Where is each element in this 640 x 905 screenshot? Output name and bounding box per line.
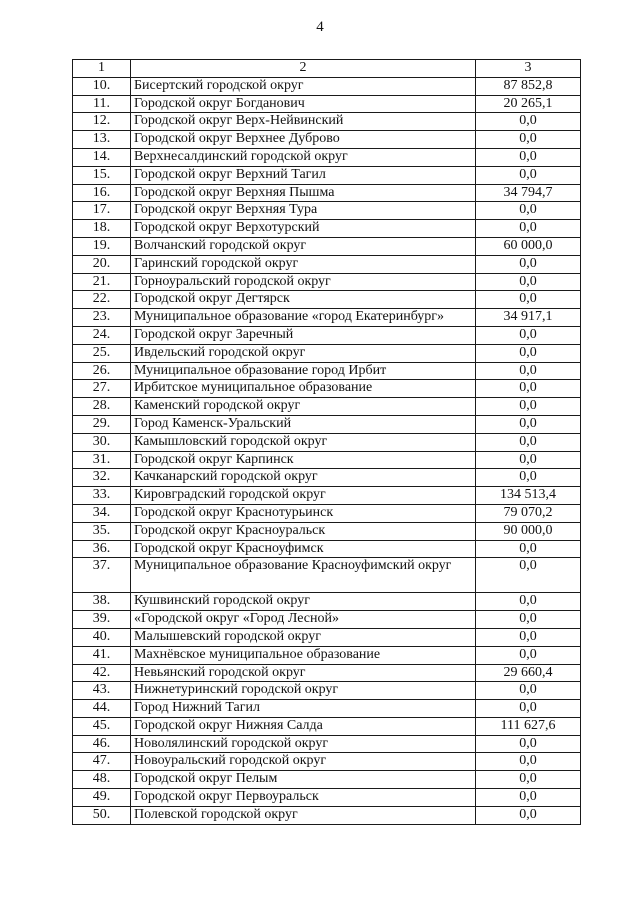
municipality-name-cell: Муниципальное образование город Ирбит <box>131 362 476 380</box>
municipality-name-cell: Качканарский городской округ <box>131 469 476 487</box>
row-number-cell: 34. <box>73 504 131 522</box>
municipality-name-cell: Горноуральский городской округ <box>131 273 476 291</box>
municipal-table <box>72 59 581 825</box>
amount-value-cell: 0,0 <box>476 273 581 291</box>
table-row <box>73 451 581 469</box>
row-number-cell: 48. <box>73 771 131 789</box>
row-number-cell: 46. <box>73 735 131 753</box>
table-row <box>73 433 581 451</box>
municipality-name-cell: Ивдельский городской округ <box>131 344 476 362</box>
table-row <box>73 237 581 255</box>
table-body <box>73 60 581 825</box>
amount-value-cell: 0,0 <box>476 415 581 433</box>
table-row <box>73 664 581 682</box>
row-number-cell: 33. <box>73 487 131 505</box>
municipality-name-cell: Нижнетуринский городской округ <box>131 682 476 700</box>
table-row <box>73 522 581 540</box>
row-number-cell: 12. <box>73 113 131 131</box>
table-header-row <box>73 60 581 78</box>
municipality-name-cell: Городской округ Верхний Тагил <box>131 166 476 184</box>
table-row <box>73 344 581 362</box>
row-number-cell: 17. <box>73 202 131 220</box>
table-row <box>73 753 581 771</box>
amount-value-cell: 0,0 <box>476 202 581 220</box>
table-row <box>73 255 581 273</box>
municipality-name-cell: Город Нижний Тагил <box>131 700 476 718</box>
amount-value-cell: 0,0 <box>476 166 581 184</box>
amount-value-cell: 111 627,6 <box>476 717 581 735</box>
table-row <box>73 735 581 753</box>
amount-value-cell: 0,0 <box>476 113 581 131</box>
row-number-cell: 39. <box>73 611 131 629</box>
amount-value-cell: 0,0 <box>476 291 581 309</box>
table-row <box>73 806 581 824</box>
municipality-name-cell: Новолялинский городской округ <box>131 735 476 753</box>
amount-value-cell: 34 917,1 <box>476 309 581 327</box>
municipality-name-cell: Городской округ Верхняя Пышма <box>131 184 476 202</box>
amount-value-cell: 0,0 <box>476 255 581 273</box>
row-number-cell: 37. <box>73 558 131 593</box>
table-row <box>73 148 581 166</box>
municipality-name-cell: Городской округ Верх-Нейвинский <box>131 113 476 131</box>
row-number-cell: 22. <box>73 291 131 309</box>
municipality-name-cell: Городской округ Верхнее Дуброво <box>131 131 476 149</box>
municipality-name-cell: Городской округ Дегтярск <box>131 291 476 309</box>
row-number-cell: 16. <box>73 184 131 202</box>
amount-value-cell: 0,0 <box>476 558 581 593</box>
municipality-name-cell: Невьянский городской округ <box>131 664 476 682</box>
row-number-cell: 31. <box>73 451 131 469</box>
municipality-name-cell: Городской округ Нижняя Салда <box>131 717 476 735</box>
municipality-name-cell: Городской округ Верхотурский <box>131 220 476 238</box>
table-row <box>73 646 581 664</box>
municipality-name-cell: Гаринский городской округ <box>131 255 476 273</box>
table-row <box>73 540 581 558</box>
municipality-name-cell: Городской округ Верхняя Тура <box>131 202 476 220</box>
table-row <box>73 220 581 238</box>
row-number-cell: 21. <box>73 273 131 291</box>
table-row <box>73 771 581 789</box>
amount-value-cell: 87 852,8 <box>476 77 581 95</box>
row-number-cell: 26. <box>73 362 131 380</box>
row-number-cell: 30. <box>73 433 131 451</box>
table-row <box>73 487 581 505</box>
table-row <box>73 380 581 398</box>
page-number: 4 <box>316 19 324 35</box>
table-row <box>73 184 581 202</box>
amount-value-cell: 0,0 <box>476 753 581 771</box>
row-number-cell: 45. <box>73 717 131 735</box>
row-number-cell: 28. <box>73 398 131 416</box>
table-row <box>73 682 581 700</box>
amount-value-cell: 0,0 <box>476 611 581 629</box>
municipality-name-cell: Городской округ Заречный <box>131 326 476 344</box>
row-number-cell: 29. <box>73 415 131 433</box>
amount-value-cell: 0,0 <box>476 771 581 789</box>
row-number-cell: 42. <box>73 664 131 682</box>
table-row <box>73 326 581 344</box>
table-row <box>73 611 581 629</box>
table-row <box>73 469 581 487</box>
row-number-cell: 36. <box>73 540 131 558</box>
row-number-cell: 10. <box>73 77 131 95</box>
table-row <box>73 95 581 113</box>
row-number-cell: 18. <box>73 220 131 238</box>
amount-value-cell: 0,0 <box>476 131 581 149</box>
municipality-name-cell: «Городской округ «Город Лесной» <box>131 611 476 629</box>
municipality-name-cell: Городской округ Первоуральск <box>131 789 476 807</box>
amount-value-cell: 20 265,1 <box>476 95 581 113</box>
table-row <box>73 593 581 611</box>
municipality-name-cell: Городской округ Красноуфимск <box>131 540 476 558</box>
amount-value-cell: 0,0 <box>476 789 581 807</box>
table-row <box>73 309 581 327</box>
row-number-cell: 49. <box>73 789 131 807</box>
amount-value-cell: 0,0 <box>476 344 581 362</box>
municipality-name-cell: Муниципальное образование Красноуфимский округ <box>131 558 476 593</box>
table-row <box>73 789 581 807</box>
row-number-cell: 35. <box>73 522 131 540</box>
row-number-cell: 40. <box>73 628 131 646</box>
amount-value-cell: 0,0 <box>476 682 581 700</box>
municipality-name-cell: Кировградский городской округ <box>131 487 476 505</box>
row-number-cell: 43. <box>73 682 131 700</box>
municipality-name-cell: Верхнесалдинский городской округ <box>131 148 476 166</box>
municipality-name-cell: Городской округ Пелым <box>131 771 476 789</box>
row-number-cell: 44. <box>73 700 131 718</box>
table-row <box>73 628 581 646</box>
row-number-cell: 20. <box>73 255 131 273</box>
municipality-name-cell: Кушвинский городской округ <box>131 593 476 611</box>
amount-value-cell: 60 000,0 <box>476 237 581 255</box>
table-row <box>73 273 581 291</box>
row-number-cell: 24. <box>73 326 131 344</box>
row-number-cell: 15. <box>73 166 131 184</box>
row-number-cell: 14. <box>73 148 131 166</box>
municipality-name-cell: Каменский городской округ <box>131 398 476 416</box>
amount-value-cell: 0,0 <box>476 806 581 824</box>
municipality-name-cell: Малышевский городской округ <box>131 628 476 646</box>
table-row <box>73 113 581 131</box>
table-row <box>73 415 581 433</box>
amount-value-cell: 0,0 <box>476 326 581 344</box>
municipality-name-cell: Новоуральский городской округ <box>131 753 476 771</box>
table-row <box>73 202 581 220</box>
row-number-cell: 25. <box>73 344 131 362</box>
row-number-cell: 32. <box>73 469 131 487</box>
table-row <box>73 717 581 735</box>
amount-value-cell: 0,0 <box>476 540 581 558</box>
header-cell-value: 3 <box>476 60 581 78</box>
amount-value-cell: 0,0 <box>476 398 581 416</box>
header-cell-number: 1 <box>73 60 131 78</box>
amount-value-cell: 0,0 <box>476 362 581 380</box>
amount-value-cell: 0,0 <box>476 380 581 398</box>
amount-value-cell: 0,0 <box>476 148 581 166</box>
municipality-name-cell: Городской округ Красноуральск <box>131 522 476 540</box>
table-row <box>73 131 581 149</box>
amount-value-cell: 34 794,7 <box>476 184 581 202</box>
row-number-cell: 41. <box>73 646 131 664</box>
amount-value-cell: 0,0 <box>476 735 581 753</box>
municipality-name-cell: Муниципальное образование «город Екатеринбург» <box>131 309 476 327</box>
municipality-name-cell: Городской округ Краснотурьинск <box>131 504 476 522</box>
table-row <box>73 504 581 522</box>
amount-value-cell: 0,0 <box>476 628 581 646</box>
amount-value-cell: 0,0 <box>476 700 581 718</box>
row-number-cell: 19. <box>73 237 131 255</box>
amount-value-cell: 79 070,2 <box>476 504 581 522</box>
header-cell-name: 2 <box>131 60 476 78</box>
table-row <box>73 166 581 184</box>
amount-value-cell: 29 660,4 <box>476 664 581 682</box>
amount-value-cell: 134 513,4 <box>476 487 581 505</box>
row-number-cell: 11. <box>73 95 131 113</box>
amount-value-cell: 0,0 <box>476 469 581 487</box>
municipality-name-cell: Бисертский городской округ <box>131 77 476 95</box>
municipality-name-cell: Волчанский городской округ <box>131 237 476 255</box>
amount-value-cell: 0,0 <box>476 433 581 451</box>
municipality-name-cell: Махнёвское муниципальное образование <box>131 646 476 664</box>
municipality-name-cell: Камышловский городской округ <box>131 433 476 451</box>
amount-value-cell: 0,0 <box>476 646 581 664</box>
municipality-name-cell: Ирбитское муниципальное образование <box>131 380 476 398</box>
table-row <box>73 362 581 380</box>
table-row <box>73 291 581 309</box>
table-row <box>73 558 581 593</box>
amount-value-cell: 0,0 <box>476 220 581 238</box>
table-row <box>73 77 581 95</box>
amount-value-cell: 0,0 <box>476 451 581 469</box>
municipality-name-cell: Городской округ Карпинск <box>131 451 476 469</box>
row-number-cell: 23. <box>73 309 131 327</box>
municipality-name-cell: Городской округ Богданович <box>131 95 476 113</box>
municipality-name-cell: Город Каменск-Уральский <box>131 415 476 433</box>
municipality-name-cell: Полевской городской округ <box>131 806 476 824</box>
row-number-cell: 27. <box>73 380 131 398</box>
row-number-cell: 38. <box>73 593 131 611</box>
table-row <box>73 700 581 718</box>
row-number-cell: 47. <box>73 753 131 771</box>
amount-value-cell: 90 000,0 <box>476 522 581 540</box>
row-number-cell: 13. <box>73 131 131 149</box>
table-row <box>73 398 581 416</box>
amount-value-cell: 0,0 <box>476 593 581 611</box>
row-number-cell: 50. <box>73 806 131 824</box>
